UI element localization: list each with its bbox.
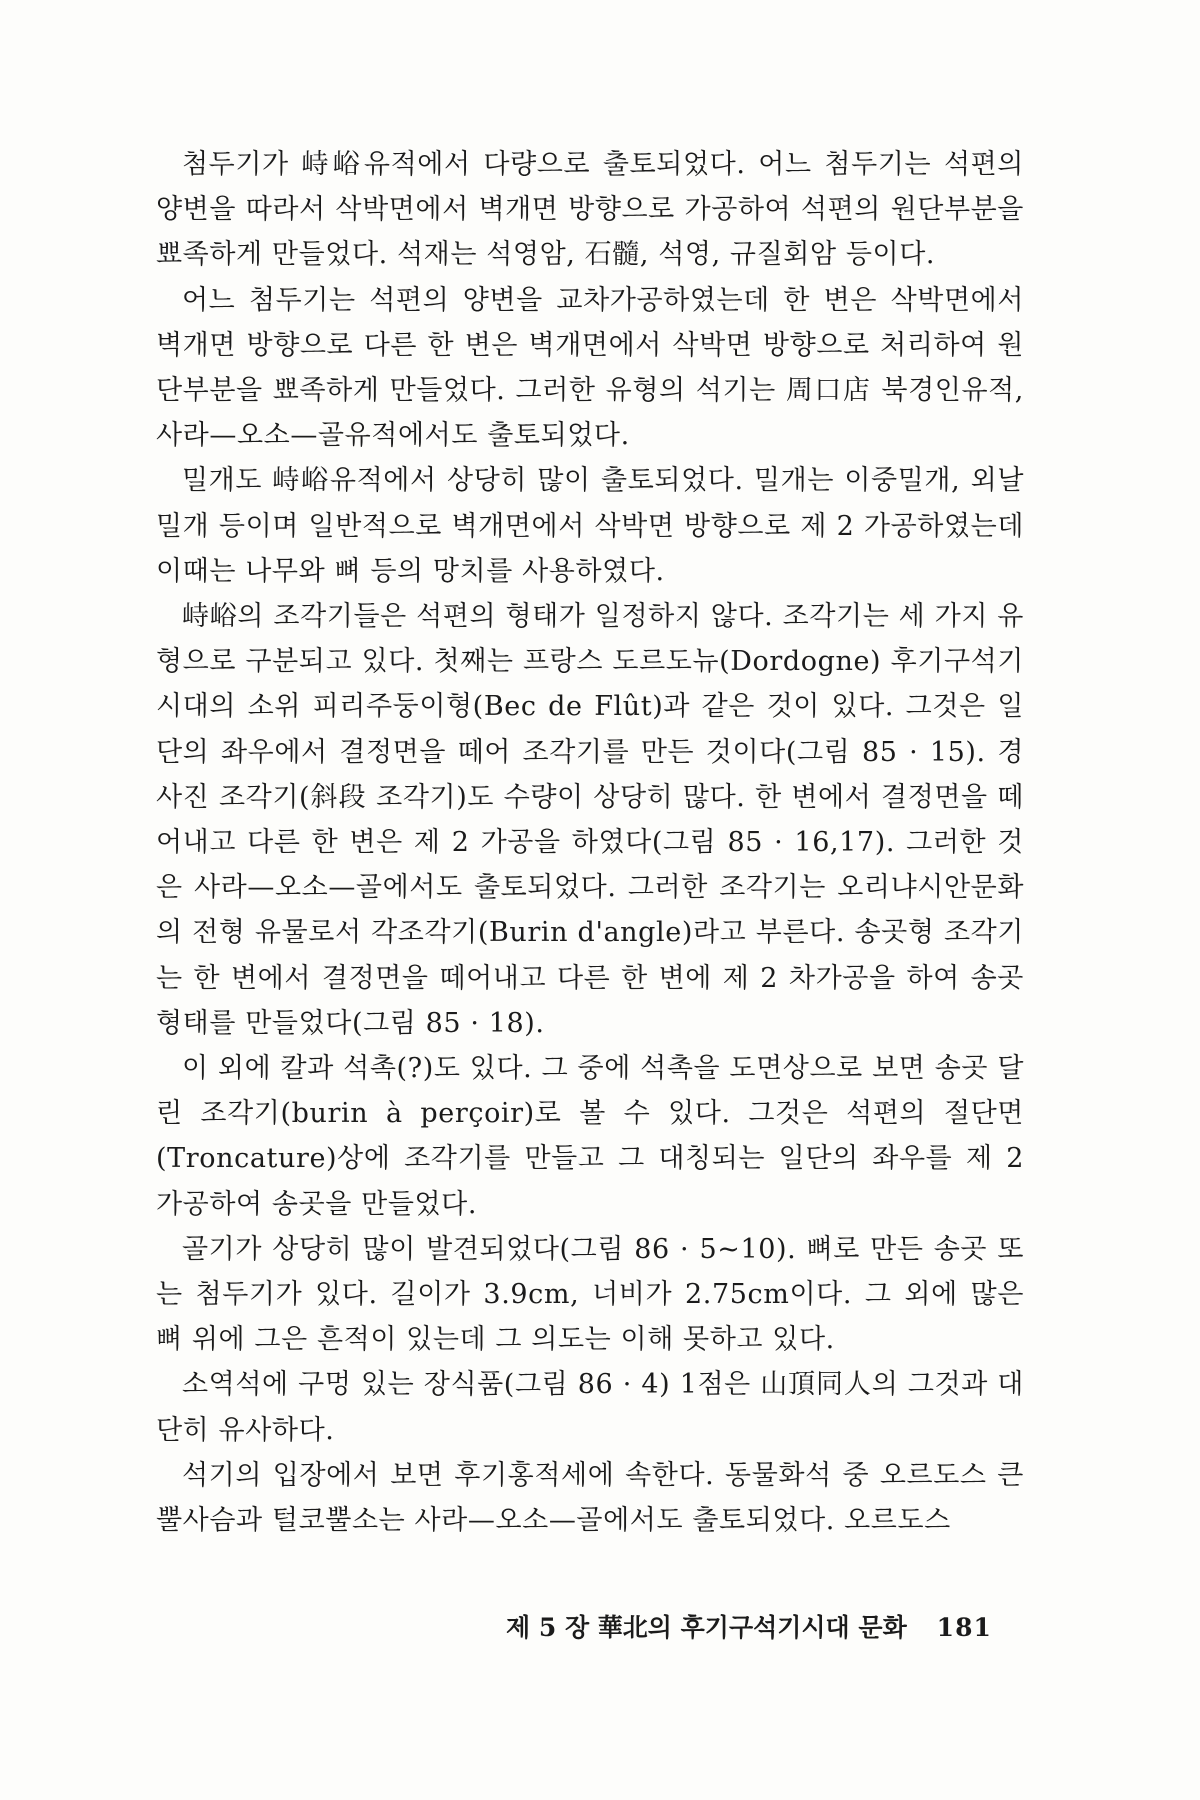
paragraph-7: 소역석에 구멍 있는 장식품(그림 86 · 4) 1점은 山頂同人의 그것과 대단히 유사하다. — [156, 1369, 1024, 1446]
paragraph-6: 골기가 상당히 많이 발견되었다(그림 86 · 5~10). 뼈로 만든 송곳 또는 첨두기가 있다. 길이가 3.9cm, 너비가 2.75cm이다. 그 외에 많은 뼈 위에 그은 흔적이 있는데 그 의도는 이해 못하고 있다. — [156, 1233, 1024, 1356]
page-number: 181 — [936, 1613, 992, 1642]
paragraph-8: 석기의 입장에서 보면 후기홍적세에 속한다. 동물화석 중 오르도스 큰뿔사슴과 털코뿔소는 사라—오소—골에서도 출토되었다. 오르도스 — [156, 1459, 1024, 1537]
body-text — [156, 142, 1024, 1543]
running-footer — [506, 1610, 1026, 1646]
paragraph-2: 어느 첨두기는 석편의 양변을 교차가공하였는데 한 변은 삭박면에서 벽개면 방향으로 다른 한 변은 벽개면에서 삭박면 방향으로 처리하여 원단부분을 뾰족하게 만들었다. 그러한 유형의 석기는 周口店 북경인유적, 사라—오소—골유적에서도 출토되었다. — [156, 284, 1024, 452]
paragraph-1: 첨두기가 峙峪유적에서 다량으로 출토되었다. 어느 첨두기는 석편의 양변을 따라서 삭박면에서 벽개면 방향으로 가공하여 석편의 원단부분을 뾰족하게 만들었다. 석재는 석영암, 石髓, 석영, 규질회암 등이다. — [156, 149, 1024, 271]
paragraph-5: 이 외에 칼과 석촉(?)도 있다. 그 중에 석촉을 도면상으로 보면 송곳 달린 조각기(burin à perçoir)로 볼 수 있다. 그것은 석편의 절단면(Troncature)상에 조각기를 만들고 그 대칭되는 일단의 좌우를 제 2 가공하여 송곳을 만들었다. — [156, 1053, 1024, 1220]
paragraph-3: 밀개도 峙峪유적에서 상당히 많이 출토되었다. 밀개는 이중밀개, 외날밀개 등이며 일반적으로 벽개면에서 삭박면 방향으로 제 2 가공하였는데 이때는 나무와 뼈 등의 망치를 사용하였다. — [156, 465, 1024, 587]
paragraph-4: 峙峪의 조각기들은 석편의 형태가 일정하지 않다. 조각기는 세 가지 유형으로 구분되고 있다. 첫째는 프랑스 도르도뉴(Dordogne) 후기구석기시대의 소위 피리주둥이형(Bec de Flût)과 같은 것이 있다. 그것은 일단의 좌우에서 결정면을 떼어 조각기를 만든 것이다(그림 85 · 15). 경사진 조각기(斜段 조각기)도 수량이 상당히 많다. 한 변에서 결정면을 떼어내고 다른 한 변은 제 2 가공을 하였다(그림 85 · 16,17). 그러한 것은 사라—오소—골에서도 출토되었다. 그러한 조각기는 오리냐시안문화의 전형 유물로서 각조각기(Burin d'angle)라고 부른다. 송곳형 조각기는 한 변에서 결정면을 떼어내고 다른 한 변에 제 2 차가공을 하여 송곳 형태를 만들었다(그림 85 · 18). — [156, 601, 1024, 1039]
chapter-title: 제 5 장 華北의 후기구석기시대 문화 — [506, 1613, 907, 1642]
